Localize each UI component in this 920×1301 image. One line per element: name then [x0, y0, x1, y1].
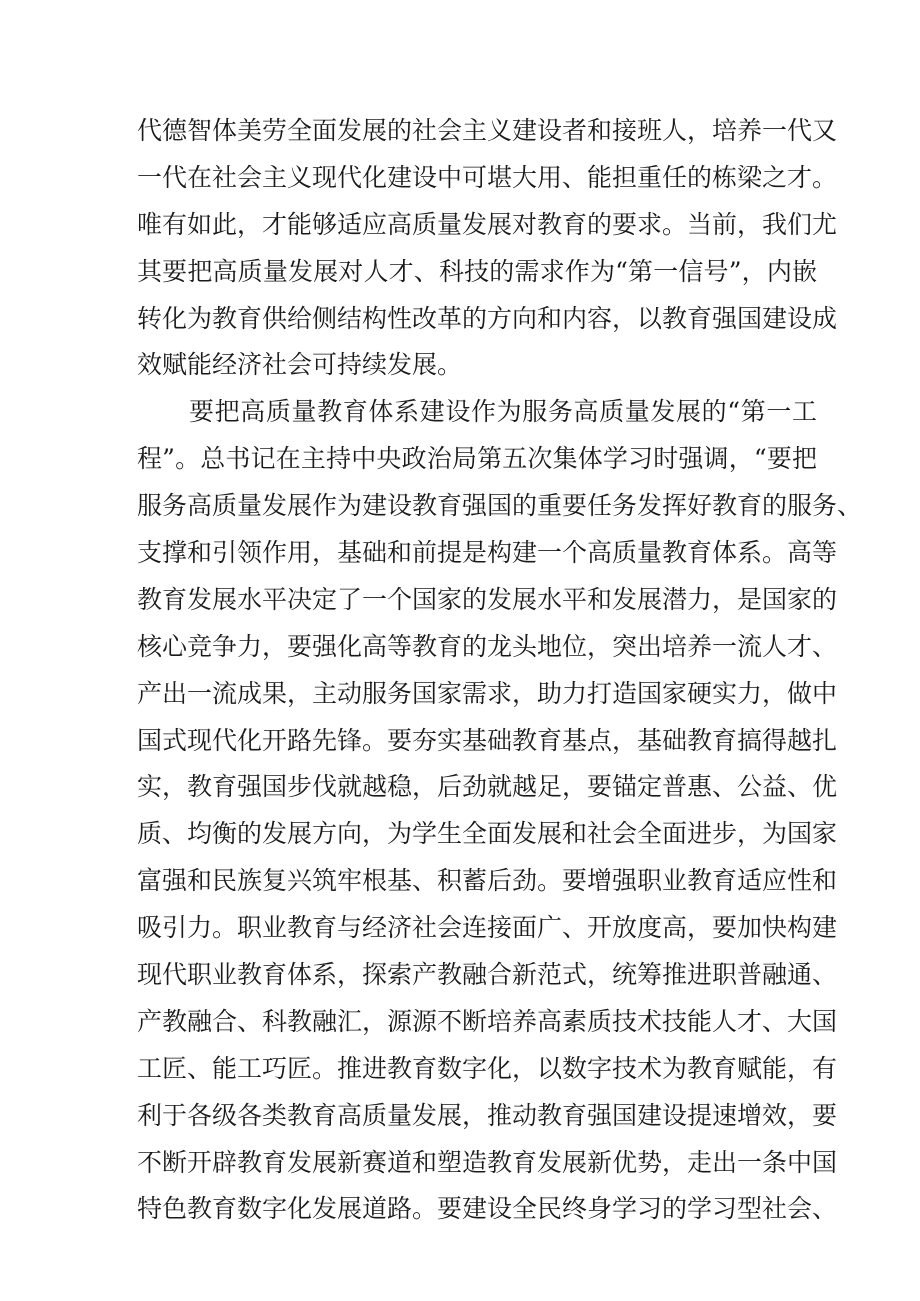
- text-line: 利于各级各类教育高质量发展，推动教育强国建设提速增效，要: [137, 1100, 838, 1130]
- text-line: 要把高质量教育体系建设作为服务高质量发展的“第一工: [189, 397, 817, 427]
- text-line: 支撑和引领作用，基础和前提是构建一个高质量教育体系。高等: [137, 538, 838, 568]
- paragraph-2: [137, 389, 863, 1233]
- text-line: 特色教育数字化发展道路。要建设全民终身学习的学习型社会、: [137, 1194, 838, 1224]
- text-line: 代德智体美劳全面发展的社会主义建设者和接班人，培养一代又: [137, 116, 838, 145]
- text-line: 一代在社会主义现代化建设中可堪大用、能担重任的栋梁之才。: [137, 162, 838, 192]
- text-line: 教育发展水平决定了一个国家的发展水平和发展潜力，是国家的: [137, 584, 838, 614]
- text-line: 工匠、能工巧匠。推进教育数字化，以数字技术为教育赋能，有: [137, 1053, 838, 1083]
- paragraph-1: [137, 108, 838, 389]
- text-line: 富强和民族复兴筑牢根基、积蓄后劲。要增强职业教育适应性和: [137, 866, 838, 896]
- text-line: 服务高质量发展作为建设教育强国的重要任务发挥好教育的服务、: [137, 491, 863, 521]
- text-line: 不断开辟教育发展新赛道和塑造教育发展新优势，走出一条中国: [137, 1147, 838, 1177]
- text-line: 产出一流成果，主动服务国家需求，助力打造国家硬实力，做中: [137, 678, 838, 708]
- text-line: 现代职业教育体系，探索产教融合新范式，统筹推进职普融通、: [137, 960, 838, 990]
- text-line: 效赋能经济社会可持续发展。: [137, 350, 463, 380]
- text-line: 程”。总书记在主持中央政治局第五次集体学习时强调，“要把: [137, 444, 817, 474]
- text-line: 唯有如此，才能够适应高质量发展对教育的要求。当前，我们尤: [137, 209, 838, 239]
- text-line: 质、均衡的发展方向，为学生全面发展和社会全面进步，为国家: [137, 819, 838, 849]
- text-line: 实，教育强国步伐就越稳，后劲就越足，要锚定普惠、公益、优: [137, 772, 838, 802]
- text-line: 国式现代化开路先锋。要夯实基础教育基点，基础教育搞得越扎: [137, 725, 838, 755]
- text-line: 其要把高质量发展对人才、科技的需求作为“第一信号”，内嵌: [137, 256, 817, 286]
- text-line: 核心竞争力，要强化高等教育的龙头地位，突出培养一流人才、: [137, 631, 838, 661]
- body-text: [137, 108, 863, 1233]
- text-line: 转化为教育供给侧结构性改革的方向和内容，以教育强国建设成: [137, 303, 838, 333]
- text-line: 吸引力。职业教育与经济社会连接面广、开放度高，要加快构建: [137, 913, 838, 943]
- text-line: 产教融合、科教融汇，源源不断培养高素质技术技能人才、大国: [137, 1006, 838, 1036]
